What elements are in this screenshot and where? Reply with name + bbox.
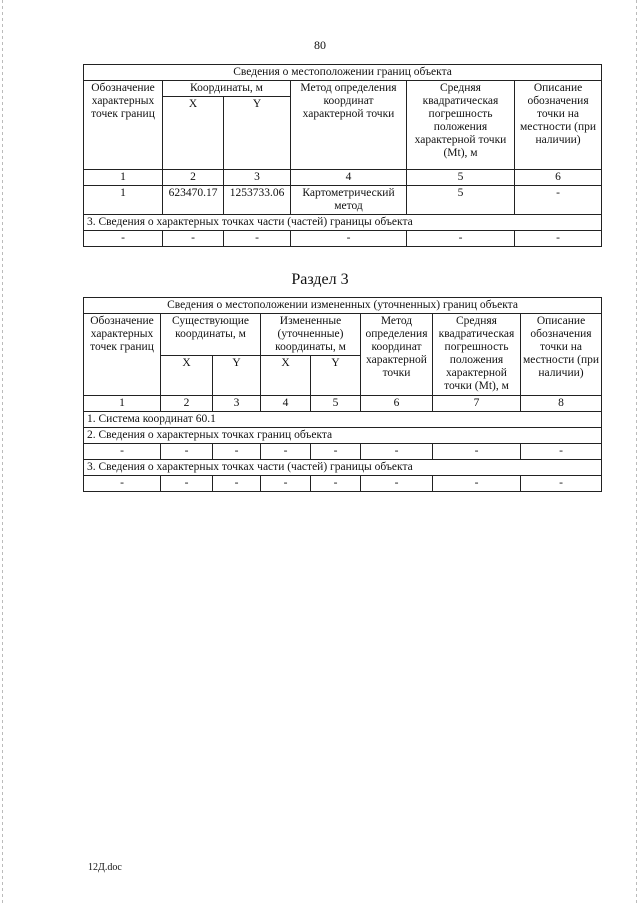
empty-cell: - xyxy=(163,231,224,247)
header-x: X xyxy=(161,356,213,396)
table-header-row xyxy=(84,314,602,356)
empty-cell: - xyxy=(521,444,602,460)
empty-cell: - xyxy=(161,476,213,492)
header-y: Y xyxy=(213,356,261,396)
header-description: Описание обозначения точки на местности (при наличии) xyxy=(515,81,602,170)
column-number: 3 xyxy=(224,170,291,186)
page-number: 80 xyxy=(314,38,326,52)
header-y: Y xyxy=(224,97,291,170)
section-row xyxy=(84,412,602,428)
empty-cell: - xyxy=(433,444,521,460)
header-x: X xyxy=(261,356,311,396)
column-number: 4 xyxy=(291,170,407,186)
coordinate-system-title: 1. Система координат 60.1 xyxy=(84,412,602,428)
header-x: X xyxy=(163,97,224,170)
section-row xyxy=(84,215,602,231)
column-number: 4 xyxy=(261,396,311,412)
empty-cell: - xyxy=(311,476,361,492)
column-number: 6 xyxy=(361,396,433,412)
empty-cell: - xyxy=(361,476,433,492)
empty-cell: - xyxy=(515,231,602,247)
column-number: 1 xyxy=(84,170,163,186)
empty-cell: - xyxy=(161,444,213,460)
column-number: 2 xyxy=(161,396,213,412)
table-title: Сведения о местоположении измененных (уточненных) границ объекта xyxy=(84,298,602,314)
table-row xyxy=(84,476,602,492)
page-edge-right xyxy=(636,0,637,905)
column-number: 5 xyxy=(311,396,361,412)
empty-cell: - xyxy=(361,444,433,460)
section-heading: Раздел 3 xyxy=(291,271,349,288)
part-points-title: 3. Сведения о характерных точках части (частей) границы объекта xyxy=(84,460,602,476)
empty-cell: - xyxy=(261,476,311,492)
empty-cell: - xyxy=(433,476,521,492)
y-coordinate-cell: 1253733.06 xyxy=(224,186,291,215)
changed-boundary-table xyxy=(83,297,602,492)
header-accuracy: Средняя квадратическая погрешность положения характерной точки (Mt), м xyxy=(433,314,521,396)
column-number: 8 xyxy=(521,396,602,412)
table-row xyxy=(84,231,602,247)
x-coordinate-cell: 623470.17 xyxy=(163,186,224,215)
boundary-points-title: 2. Сведения о характерных точках границ объекта xyxy=(84,428,602,444)
header-accuracy: Средняя квадратическая погрешность положения характерной точки (Mt), м xyxy=(407,81,515,170)
column-number: 2 xyxy=(163,170,224,186)
section-row xyxy=(84,460,602,476)
header-designation: Обозначение характерных точек границ xyxy=(84,314,161,396)
header-designation: Обозначение характерных точек границ xyxy=(84,81,163,170)
empty-cell: - xyxy=(311,444,361,460)
method-cell: Картометрический метод xyxy=(291,186,407,215)
column-number: 7 xyxy=(433,396,521,412)
description-cell: - xyxy=(515,186,602,215)
page-edge-left xyxy=(2,0,3,905)
column-number-row xyxy=(84,396,602,412)
column-number: 5 xyxy=(407,170,515,186)
column-number: 1 xyxy=(84,396,161,412)
boundary-location-table xyxy=(83,64,602,247)
point-number-cell: 1 xyxy=(84,186,163,215)
header-existing-coordinates: Существующие координаты, м xyxy=(161,314,261,356)
empty-cell: - xyxy=(224,231,291,247)
empty-cell: - xyxy=(291,231,407,247)
section-row xyxy=(84,428,602,444)
column-number: 6 xyxy=(515,170,602,186)
header-description: Описание обозначения точки на местности (при наличии) xyxy=(521,314,602,396)
table-row xyxy=(84,186,602,215)
table-title-row xyxy=(84,298,602,314)
table-title: Сведения о местоположении границ объекта xyxy=(84,65,602,81)
header-method: Метод определения координат характерной точки xyxy=(361,314,433,396)
header-y: Y xyxy=(311,356,361,396)
part-points-title: 3. Сведения о характерных точках части (частей) границы объекта xyxy=(84,215,602,231)
empty-cell: - xyxy=(521,476,602,492)
table-title-row xyxy=(84,65,602,81)
column-number-row xyxy=(84,170,602,186)
header-changed-coordinates: Измененные (уточненные) координаты, м xyxy=(261,314,361,356)
empty-cell: - xyxy=(407,231,515,247)
header-coordinates: Координаты, м xyxy=(163,81,291,97)
empty-cell: - xyxy=(261,444,311,460)
empty-cell: - xyxy=(213,476,261,492)
empty-cell: - xyxy=(213,444,261,460)
header-method: Метод определения координат характерной точки xyxy=(291,81,407,170)
table-row xyxy=(84,444,602,460)
table-header-row xyxy=(84,81,602,97)
empty-cell: - xyxy=(84,444,161,460)
empty-cell: - xyxy=(84,476,161,492)
file-name: 12Д.doc xyxy=(88,862,122,873)
accuracy-cell: 5 xyxy=(407,186,515,215)
column-number: 3 xyxy=(213,396,261,412)
empty-cell: - xyxy=(84,231,163,247)
